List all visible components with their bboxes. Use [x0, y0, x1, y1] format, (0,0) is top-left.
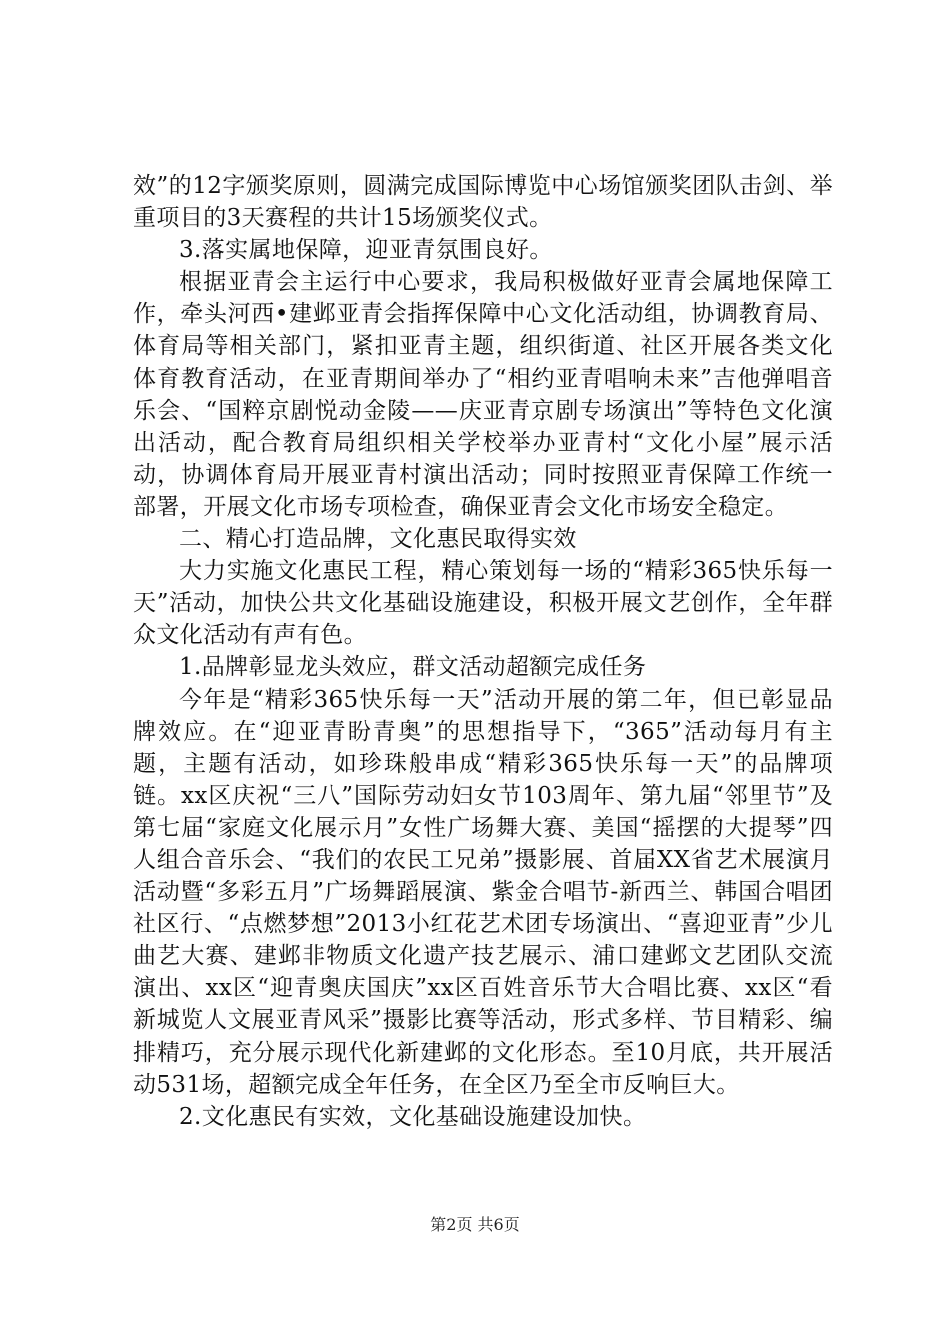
paragraph-brand-activities: 今年是“精彩365快乐每一天”活动开展的第二年，但已彰显品牌效应。在“迎亚青盼青奥”的思想指导下，“365”活动每月有主题，主题有活动，如珍珠般串成“精彩365快乐每一天”的品牌项链。xx区庆祝“三八”国际劳动妇女节103周年、第九届“邻里节”及第七届“家庭文化展示月”女性广场舞大赛、美国“摇摆的大提琴”四人组合音乐会、“我们的农民工兄弟”摄影展、首届XX省艺术展演月活动暨“多彩五月”广场舞蹈展演、紫金合唱节-新西兰、韩国合唱团社区行、“点燃梦想”2013小红花艺术团专场演出、“喜迎亚青”少儿曲艺大赛、建邺非物质文化遗产技艺展示、浦口建邺文艺团队交流演出、xx区“迎青奥庆国庆”xx区百姓音乐节大合唱比赛、xx区“看新城览人文展亚青风采”摄影比赛等活动，形式多样、节目精彩、编排精巧，充分展示现代化新建邺的文化形态。至10月底，共开展活动531场，超额完成全年任务，在全区乃至全市反响巨大。	[133, 686, 833, 1098]
page-number-footer: 第2页 共6页	[430, 1215, 520, 1234]
paragraph-territorial-guarantee: 根据亚青会主运行中心要求，我局积极做好亚青会属地保障工作，牵头河西•建邺亚青会指挥保障中心文化活动组，协调教育局、体育局等相关部门，紧扣亚青主题，组织街道、社区开展各类文化体育教育活动，在亚青期间举办了“相约亚青唱响未来”吉他弹唱音乐会、“国粹京剧悦动金陵——庆亚青京剧专场演出”等特色文化演出活动，配合教育局组织相关学校举办亚青村“文化小屋”展示活动，协调体育局开展亚青村演出活动；同时按照亚青保障工作统一部署，开展文化市场专项检查，确保亚青会文化市场安全稳定。	[133, 269, 833, 520]
section-heading-brand: 二、精心打造品牌，文化惠民取得实效	[179, 526, 577, 553]
heading-brand-effect: 1.品牌彰显龙头效应，群文活动超额完成任务	[179, 654, 647, 681]
paragraph-award-principle: 效”的12字颁奖原则，圆满完成国际博览中心场馆颁奖团队击剑、举重项目的3天赛程的共计15场颁奖仪式。	[133, 173, 833, 232]
heading-infrastructure: 2.文化惠民有实效，文化基础设施建设加快。	[179, 1103, 647, 1130]
heading-territorial-guarantee: 3.落实属地保障，迎亚青氛围良好。	[179, 237, 553, 264]
document-body	[133, 170, 833, 1133]
paragraph-cultural-benefit: 大力实施文化惠民工程，精心策划每一场的“精彩365快乐每一天”活动，加快公共文化基础设施建设，积极开展文艺创作，全年群众文化活动有声有色。	[133, 558, 833, 649]
